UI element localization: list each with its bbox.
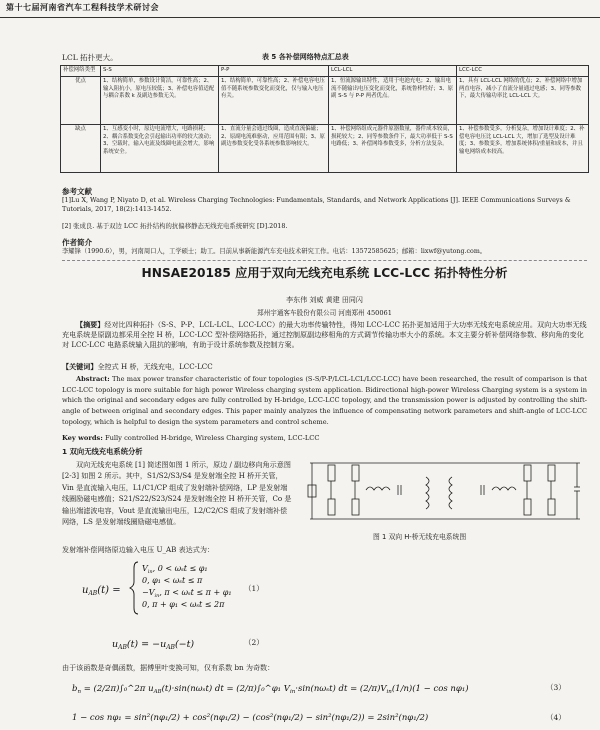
paper-title: HNSAE20185 应用于双向无线充电系统 LCC-LCC 拓扑特性分析 <box>141 266 508 280</box>
svg-text:bn = (2/2π)∫₀^2π uAB(t)·sin(nω: $b_n$ = (2/2π)∫₀^2π $u_{AB}(t)\cdot\sin(n\omega_st)$ dt = (2/π)∫₀^φ₁ $V_{in}\cdot\sin(n\omega_st)$ dt = $(2/\pi)V_{in}(1/n)(1 - \cos n\varphi_1)$ <box>72 684 469 695</box>
keywords-cn-text: 全控式 H 桥，无线充电，LCC-LCC <box>97 362 213 371</box>
equation-3 <box>70 676 490 700</box>
equation-number: （4） <box>546 713 566 722</box>
table-header-cell: LCC-LCC <box>457 66 589 77</box>
table-header-cell: S-S <box>101 66 219 77</box>
abstract-cn-text: 经对比四种拓扑（S-S、P-P、LCL-LCL、LCC-LCC）的最大功率传输特性，得知 LCC-LCC 拓扑更加适用于大功率无线充电系统应用。双向大功率无线充电系统是原副边都采用全控 H 桥，LCC-LCC 型补偿网络拓扑，通过控制原副边移相角的方式调节传输功率大小的系统。本文主要分析补偿网络参数、移向角的变化对 LCC-LCC 电路系统输入阻抗的影响，有助于设计系统参数及控制方案。 <box>62 320 587 349</box>
circuit-diagram <box>306 455 584 527</box>
reference-item: [1]Lu X, Wang P, Niyato D, et al. Wireless Charging Technologies: Fundamentals, Standards, and Network Applications [J]. IEEE Communications Surveys & Tutorials, 2017, 18(2):1413-1452. <box>62 196 571 213</box>
references-title: 参考文献 <box>62 187 92 196</box>
table-row <box>61 77 589 125</box>
table-row-label: 优点 <box>61 77 101 125</box>
comparison-table <box>60 65 589 173</box>
table-cell: 1、互感变小时，原边电流增大，电路损耗；2、耦合系数变化会引起输出功率的较大波动；3、空载时，输入电流及线圈电流会增大，影响系统安全。 <box>101 125 219 173</box>
switch-icon <box>548 499 555 515</box>
transmit-coil-icon <box>426 477 429 509</box>
table-cell: 1、结构简单，可靠性高；2、补偿电容电压值不随系统参数变化而变化，仅与输入电压有关。 <box>219 77 329 125</box>
table-cell: 1、恒流源输出特性，适用于电池充电；2、输出电流不随输出电压变化而变化，系统鲁棒性好；3、原副 S-S 与 P-P 两者优点。 <box>329 77 457 125</box>
section-body: 双向无线充电系统 [1] 简述图如图 1 所示，原边 / 副边移向角示意图 [2-3] 如图 2 所示。其中，S1/S2/S3/S4 是发射端全控 H 桥开关管，Vin 是直流输入电压，L1/C1/CP 组成了发射端补偿网络，LP 是发射端线圈励磁电感值；S21/S22/S23/S24 是发射端全控 H 桥开关管，Co 是输出端滤波电容，Vout 是直流输出电压，L2/C2/CS 组成了发射端补偿网络，LS 是发射端线圈励磁电感值。 <box>62 460 292 527</box>
table-header-cell: 补偿网络类型 <box>61 66 101 77</box>
table-row-label: 缺点 <box>61 125 101 173</box>
switch-icon <box>524 499 531 515</box>
switch-icon <box>352 465 359 481</box>
keywords-en-text: Fully controlled H-bridge, Wireless Charging system, LCC-LCC <box>104 434 320 442</box>
svg-text:0, φ₁ < ωₛt ≤ π: 0, φ₁ < ωₛt ≤ π <box>142 576 203 585</box>
equation-2 <box>110 634 230 652</box>
section-heading: 1 双向无线充电系统分析 <box>62 447 143 456</box>
equation-number: （1） <box>244 584 264 593</box>
article-separator <box>62 260 587 261</box>
table-cell: 1、结构简单，参数设计简洁，可靠性高；2、输入阻抗小，原电压较低；3、补偿电容值适配与耦合系数 k 及副边参数无关。 <box>101 77 219 125</box>
receive-coil-icon <box>449 477 452 509</box>
keywords-en <box>62 434 587 442</box>
paper-affiliation: 郑州宇通客车股份有限公司 河南郑州 450061 <box>257 309 392 317</box>
table-header-cell: LCL-LCL <box>329 66 457 77</box>
table-cell: 1、补偿网络组成元器件原器数量，器件成本较高，损耗较大；2、同等参数条件下，最大功率低于 S-S 电路低；3、补偿网络参数受多，分析方法复杂。 <box>329 125 457 173</box>
abstract-cn-tag: 【摘要】 <box>76 320 105 329</box>
table-row <box>61 125 589 173</box>
abstract-cn <box>62 320 587 350</box>
switch-icon <box>524 465 531 481</box>
table-cell: 1、具有 LCL-LCL 网络的优点；2、补偿网络中增加两直电容，减小了直流分量通过电感；3、同等参数下，最大传输功率比 LCL-LCL 大。 <box>457 77 589 125</box>
svg-text:uAB(t) =: $u_{AB}(t)$ = <box>82 585 121 597</box>
equation-lead-text: 发射端补偿网络原边输入电压 U_AB 表达式为： <box>62 545 215 554</box>
fourier-lead-text: 由于该函数是奇偶函数，据傅里叶变换可知，仅有系数 bn 为奇数： <box>62 663 275 672</box>
table-header-cell: P-P <box>219 66 329 77</box>
journal-header: 第十七届河南省汽车工程科技学术研讨会 <box>6 3 159 12</box>
abstract-en-tag: Abstract: <box>76 375 110 383</box>
author-intro-title: 作者简介 <box>62 238 92 247</box>
figure-caption: 图 1 双向 H-桥无线充电系统图 <box>373 533 467 541</box>
inductor-icon <box>492 487 516 490</box>
svg-text:0, π + φ₁ < ωₛt ≤ 2π: 0, π + φ₁ < ωₛt ≤ 2π <box>142 600 225 609</box>
switch-icon <box>328 465 335 481</box>
switch-icon <box>548 465 555 481</box>
reference-item: [2] 张成良. 基于双边 LCC 拓扑结构的抗偏移静态无线充电系统研究 [D].2018. <box>62 222 288 230</box>
inductor-icon <box>366 487 390 490</box>
previous-paper-tail: LCL 拓扑更大。 <box>62 53 118 62</box>
table-cell: 1、直流分量会通过线圈，造成直流偏磁；2、原副电流难驱动，应用范围有限；3、原副边参数变化受各系统参数影响较大。 <box>219 125 329 173</box>
abstract-en <box>62 374 587 428</box>
table-cell: 1、补偿参数受多，分析复杂，增加设计难度；2、补偿电容电压比 LCL-LCL 大，增加了选型及设计难度；3、参数变多，增加系统体积/重量和成本，并且输电网络成本较高。 <box>457 125 589 173</box>
header-rule <box>0 17 600 18</box>
keywords-en-tag: Key words: <box>62 434 103 442</box>
svg-text:Vin, 0 < ωₛt ≤ φ₁: $V_{in}$, 0 < ωₛt ≤ φ₁ <box>142 564 208 575</box>
svg-text:1 − cos nφ₁ = sin²(nφ₁/2) + co: 1 − cos nφ₁ = sin²(nφ₁/2) + cos²(nφ₁/2) − (cos²(nφ₁/2) − sin²(nφ₁/2)) = 2sin²(nφ₁/2) <box>72 713 429 723</box>
abstract-en-text: The max power transfer characteristic of four topologies (S-S/P-P/LCL-LCL/LCC-LCC) have been researched, the result of comparison is that LCC-LCC topology is more suitable for high power Wireless charging system application. Bidirectional high-power Wireless Charging system is a system in which the original and secondary edges are fully controlled by H-bridge, LCC-LCC topology, and the transmission power is adjusted by controlling the shift-angle of between original and secondary edges. This paper mainly analyzes the influence of compensating network parameters and shift-angle of LCC-LCC topology, which is helpful to design the system parameters and control scheme. <box>62 375 587 426</box>
svg-text:−Vin, π < ωₛt ≤ π + φ₁: $-V_{in}$, π < ωₛt ≤ π + φ₁ <box>142 588 232 599</box>
author-bio: 李耀锋（1990.6），男，河南周口人，工学硕士；助工。目前从事新能源汽车充电技术研究工作。电话：13572585625；邮箱：lixwf@yutong.com。 <box>62 248 487 255</box>
switch-icon <box>352 499 359 515</box>
equation-number: （2） <box>244 638 264 647</box>
switch-icon <box>328 499 335 515</box>
keywords-cn <box>62 362 587 372</box>
paper-authors: 李东伟 刘威 黄建 田同闪 <box>286 296 363 304</box>
table-header-row <box>61 66 589 77</box>
equation-4 <box>70 707 490 727</box>
svg-text:uAB(t) = −uAB(−t): $u_{AB}(t) = -u_{AB}(-t)$ <box>112 639 195 651</box>
equation-number: （3） <box>546 683 566 692</box>
keywords-cn-tag: 【关键词】 <box>62 362 98 371</box>
table-caption: 表 5 各补偿网络特点汇总表 <box>262 53 349 61</box>
